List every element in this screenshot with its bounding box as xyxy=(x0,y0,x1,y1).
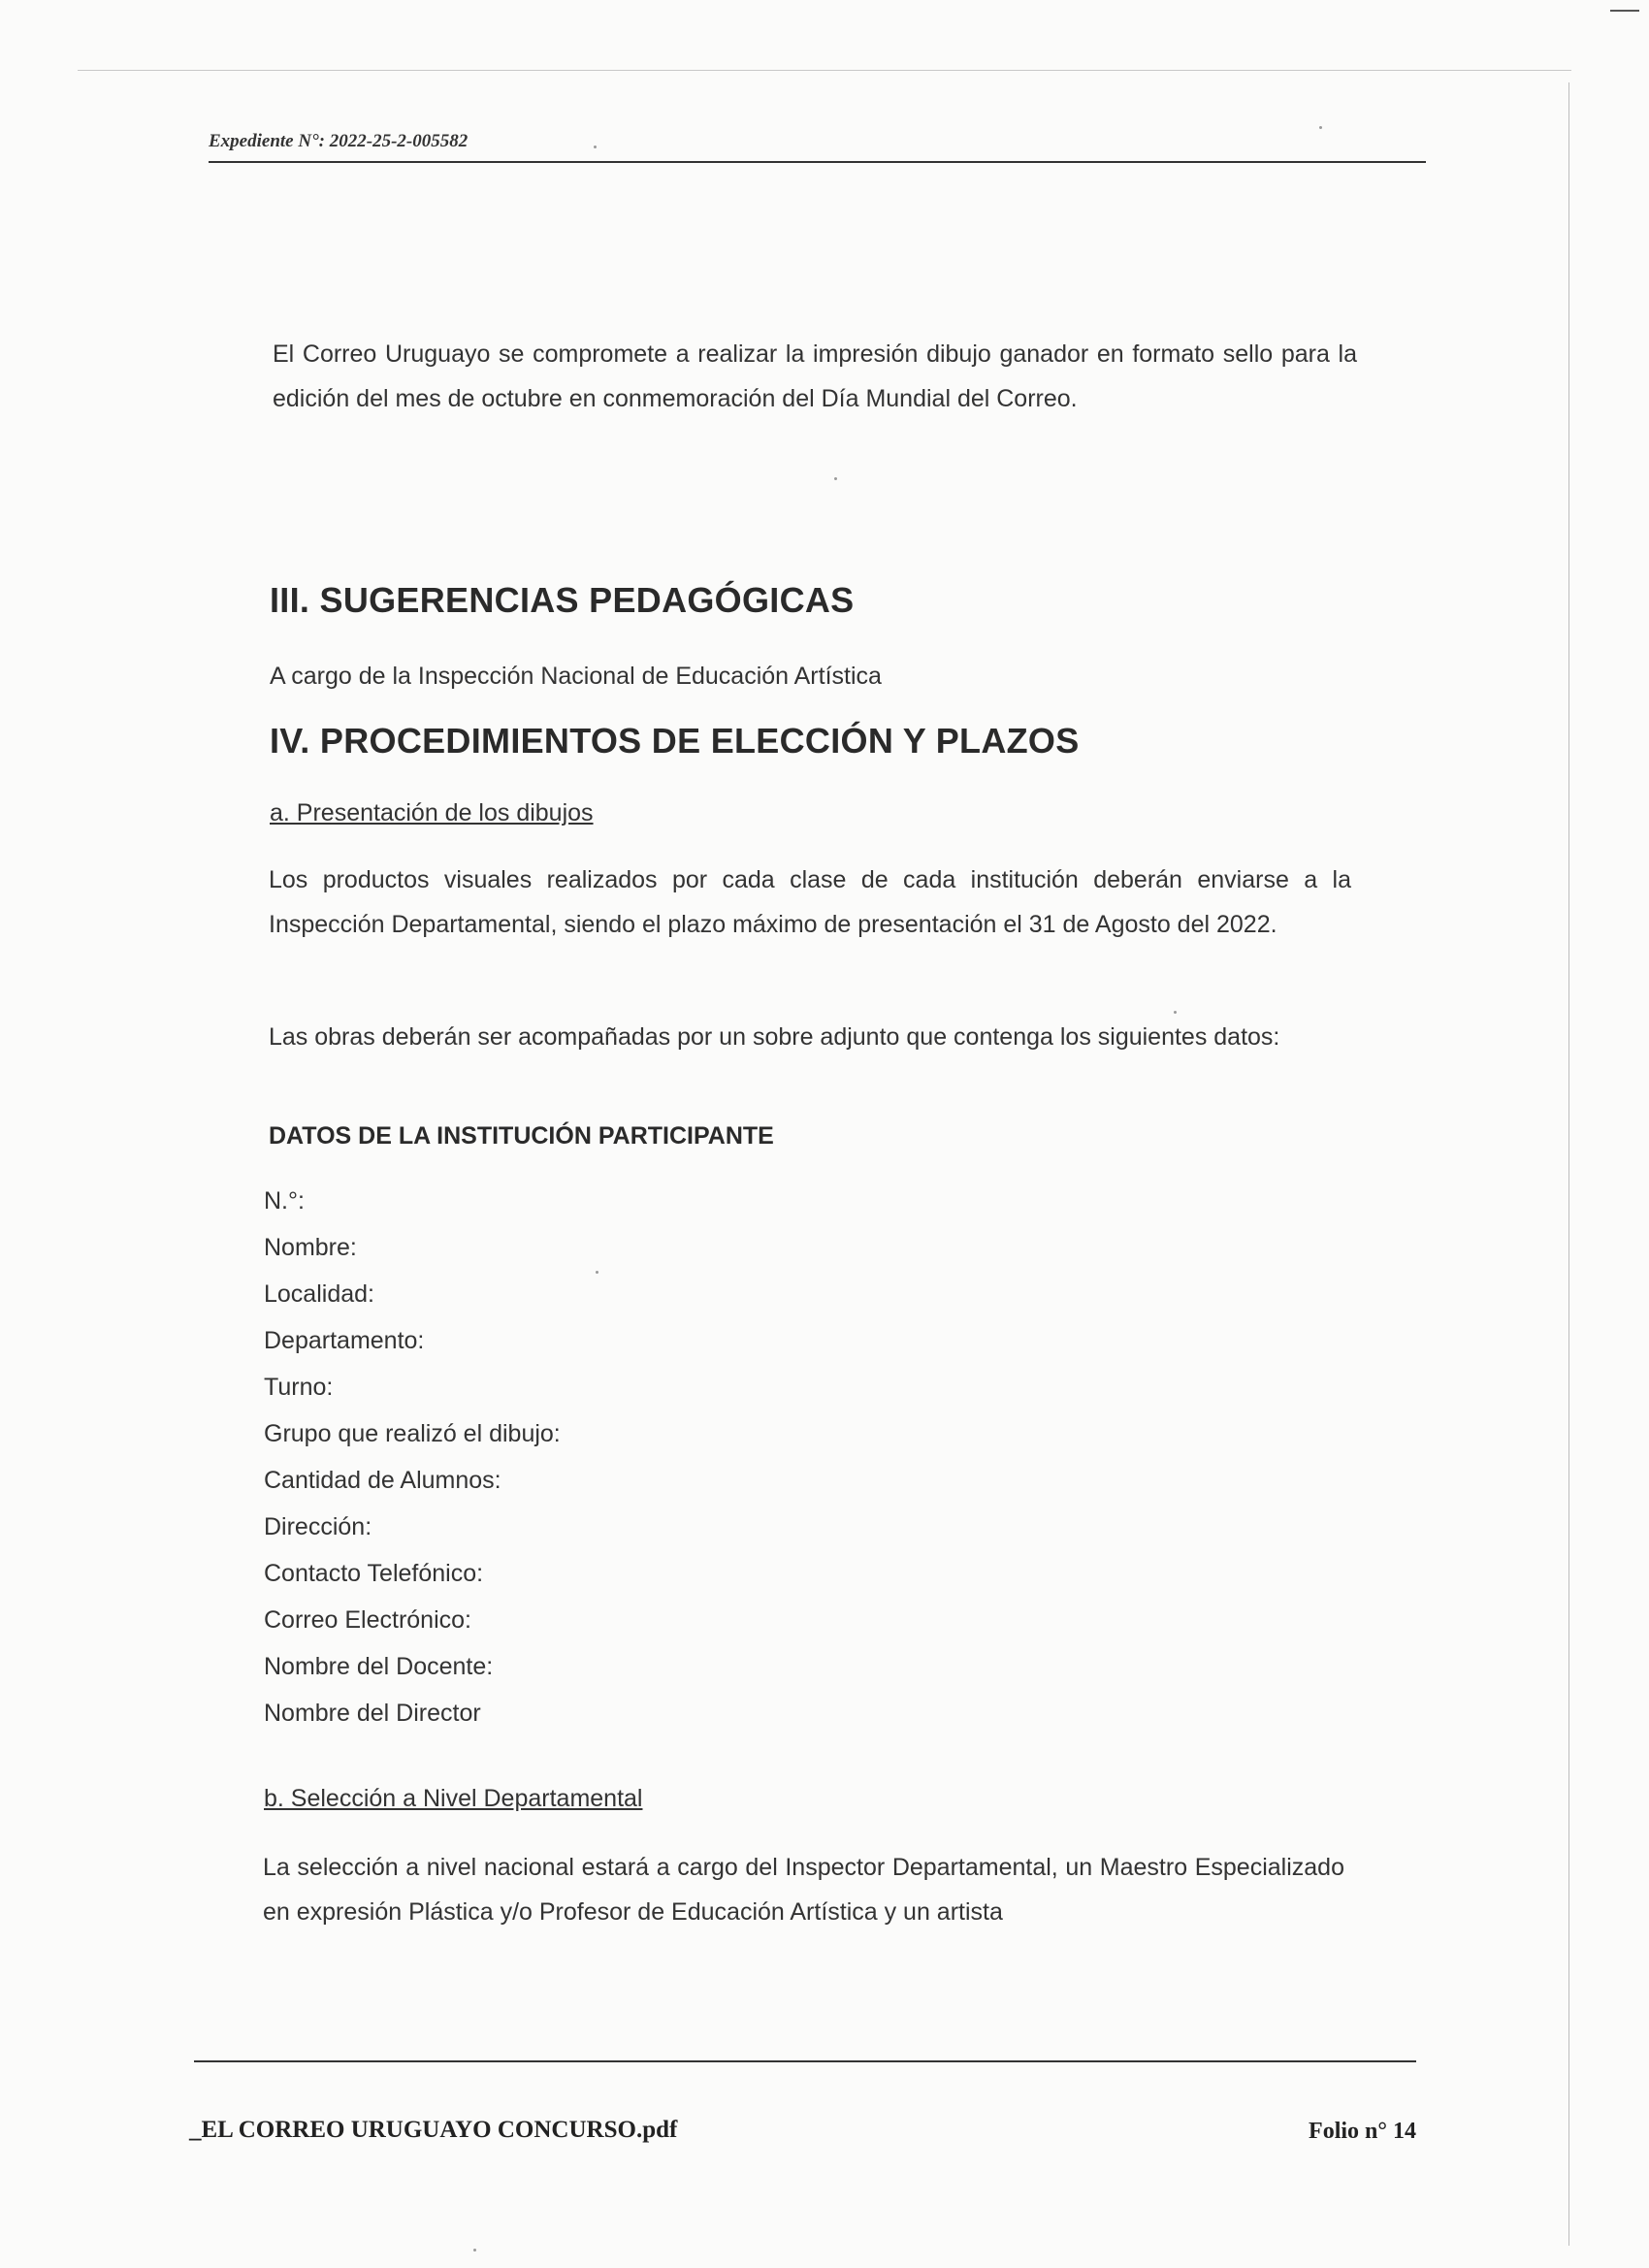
footer-folio-number: Folio n° 14 xyxy=(1309,2119,1416,2144)
field-direccion: Dirección: xyxy=(264,1513,372,1540)
subsection-a-paragraph-1: Los productos visuales realizados por cada clase de cada institución deberán enviarse a la Inspección Departamental, siendo el plazo máximo de presentación el 31 de Agosto del 2022. xyxy=(269,866,1351,938)
institution-fields-list xyxy=(264,1178,561,1736)
scan-speck xyxy=(1174,1011,1177,1014)
header-divider xyxy=(209,161,1426,163)
footer-filename: _EL CORREO URUGUAYO CONCURSO.pdf xyxy=(189,2117,678,2143)
section-3-heading: III. SUGERENCIAS PEDAGÓGICAS xyxy=(270,580,855,620)
scan-page-edge xyxy=(1568,82,1569,2246)
field-nombre: Nombre: xyxy=(264,1234,357,1261)
section-3-text: A cargo de la Inspección Nacional de Educación Artística xyxy=(270,663,882,690)
field-departamento: Departamento: xyxy=(264,1327,425,1354)
scan-speck xyxy=(834,477,837,480)
footer-divider xyxy=(194,2060,1416,2062)
field-numero: N.°: xyxy=(264,1187,305,1215)
field-localidad: Localidad: xyxy=(264,1280,374,1308)
field-nombre-director: Nombre del Director xyxy=(264,1700,481,1727)
subsection-b-paragraph: La selección a nivel nacional estará a cargo del Inspector Departamental, un Maestro Especializado en expresión Plástica y/o Profesor de Educación Artística y un artista xyxy=(263,1854,1344,1926)
scan-speck xyxy=(1319,126,1322,129)
scan-speck xyxy=(596,1271,598,1274)
field-grupo: Grupo que realizó el dibujo: xyxy=(264,1420,561,1447)
subsection-a-title: a. Presentación de los dibujos xyxy=(270,799,594,826)
datos-institucion-title: DATOS DE LA INSTITUCIÓN PARTICIPANTE xyxy=(269,1122,774,1150)
scan-speck xyxy=(473,2249,476,2252)
field-nombre-docente: Nombre del Docente: xyxy=(264,1653,494,1680)
subsection-b-title: b. Selección a Nivel Departamental xyxy=(264,1785,643,1812)
field-contacto-telefonico: Contacto Telefónico: xyxy=(264,1560,484,1587)
field-turno: Turno: xyxy=(264,1374,334,1401)
scan-corner-mark xyxy=(1610,10,1639,12)
subsection-a-paragraph-2: Las obras deberán ser acompañadas por un sobre adjunto que contenga los siguientes datos: xyxy=(269,1023,1280,1051)
scan-speck xyxy=(594,146,597,148)
section-4-heading: IV. PROCEDIMIENTOS DE ELECCIÓN Y PLAZOS xyxy=(270,721,1080,761)
field-correo-electronico: Correo Electrónico: xyxy=(264,1606,471,1634)
field-cantidad-alumnos: Cantidad de Alumnos: xyxy=(264,1467,501,1494)
scan-edge-line xyxy=(78,70,1571,71)
intro-paragraph: El Correo Uruguayo se compromete a realizar la impresión dibujo ganador en formato sello para la edición del mes de octubre en conmemoración del Día Mundial del Correo. xyxy=(273,340,1357,412)
expediente-number: Expediente N°: 2022-25-2-005582 xyxy=(209,131,469,151)
